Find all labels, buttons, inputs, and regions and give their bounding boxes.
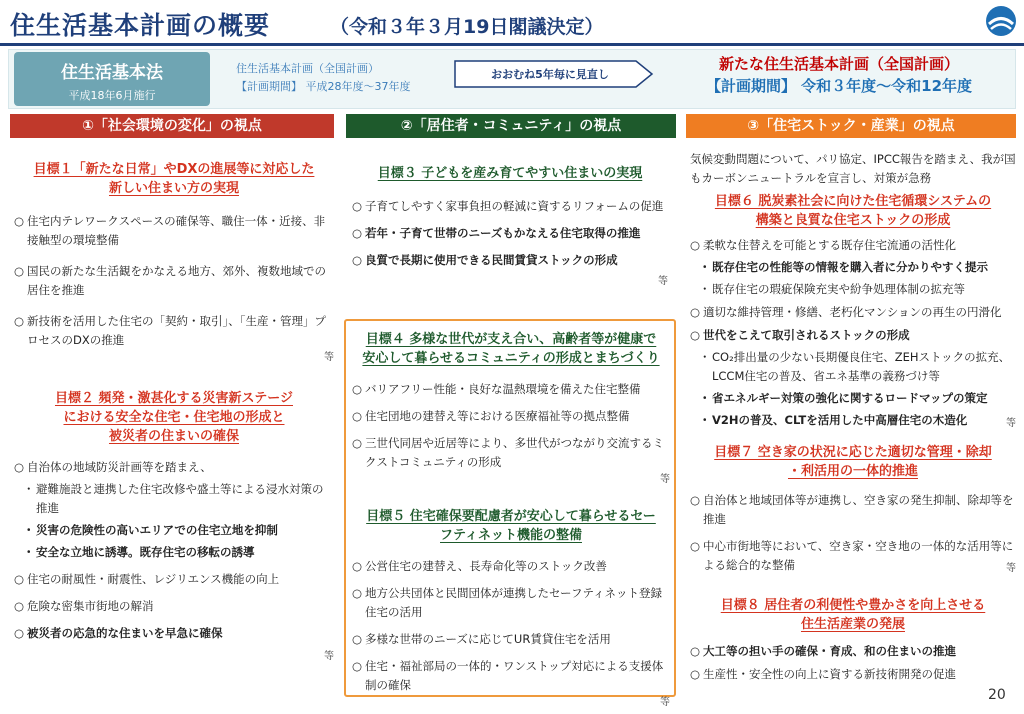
list-item: ○ 新技術を活用した住宅の「契約・取引」、「生産・管理」プロセスのDXの推進 — [14, 314, 326, 347]
list-subitem: ・ 省エネルギー対策の強化に関するロードマップの策定 — [699, 391, 988, 405]
list-item: ○ 柔軟な住替えを可能とする既存住宅流通の活性化 — [690, 238, 956, 252]
list-subitem: ・ 既存住宅の性能等の情報を購入者に分かりやすく提示 — [699, 260, 988, 274]
column-intro: 気候変動問題について、パリ協定、IPCC報告を踏まえ、我が国もカーボンニュートラルを宣言し、対策が急務 — [690, 152, 1016, 185]
goal-4-title — [352, 330, 670, 368]
previous-plan — [236, 60, 446, 96]
goal-8-title-line2: 住生活産業の発展 — [800, 617, 905, 632]
new-plan-period: 【計画期間】 令和３年度～令和12年度 — [705, 77, 973, 95]
list-item: ○ 住宅の耐風性・耐震性、レジリエンス機能の向上 — [14, 572, 280, 586]
goal-5-title-line1: 目標５ 住宅確保要配慮者が安心して暮らせるセー — [366, 509, 656, 524]
previous-plan-name: 住生活基本計画（全国計画） — [236, 62, 379, 75]
etc-label: 等 — [658, 276, 668, 287]
goal-2-title-line3: 被災者の住まいの確保 — [108, 429, 239, 444]
goal-6-title-line1: 目標６ 脱炭素社会に向けた住宅循環システムの — [714, 194, 992, 209]
list-item: ○ 中心市街地等において、空き家・空き地の一体的な活用等による総合的な整備 — [690, 539, 1014, 572]
column-header-stock: ③「住宅ストック・産業」の視点 — [686, 114, 1016, 138]
goal-8-title-line1: 目標８ 居住者の利便性や豊かさを向上させる — [720, 598, 986, 613]
goal-6-title-line2: 構築と良質な住宅ストックの形成 — [755, 213, 951, 228]
list-item: ○ 三世代同居や近居等により、多世代がつながり交流するミクストコミュニティの形成 — [352, 436, 664, 469]
list-item: ○ 適切な維持管理・修繕、老朽化マンションの再生の円滑化 — [690, 305, 1002, 319]
column-residents-top — [352, 164, 668, 291]
list-item: ○ 生産性・安全性の向上に資する新技術開発の促進 — [690, 667, 956, 681]
list-item: ○ 多様な世帯のニーズに応じてUR賃貸住宅を活用 — [352, 632, 611, 646]
list-item: ○ 子育てしやすく家事負担の軽減に資するリフォームの促進 — [352, 199, 664, 213]
goal-4-title-line2: 安心して暮らせるコミュニティの形成とまちづくり — [362, 351, 660, 366]
column-residents-bottom — [352, 330, 670, 712]
list-subitem: ・ 避難施設と連携した住宅改修や盛土等による浸水対策の推進 — [23, 482, 324, 515]
law-box — [14, 52, 210, 106]
column-header-residents: ②「居住者・コミュニティ」の視点 — [346, 114, 676, 138]
list-item: ○ 世代をこえて取引されるストックの形成 — [690, 328, 910, 342]
page-subtitle: （令和３年３月19日閣議決定） — [330, 16, 604, 38]
list-subitem: ・ 安全な立地に誘導。既存住宅の移転の誘導 — [23, 545, 255, 559]
list-item: ○ 良質で長期に使用できる民間賃貸ストックの形成 — [352, 253, 618, 267]
goal-8-title — [690, 596, 1016, 634]
goal-5-title — [352, 507, 670, 545]
list-item: ○ 地方公共団体と民間団体が連携したセーフティネット登録住宅の活用 — [352, 586, 663, 619]
revision-label: おおむね5年毎に見直し — [491, 68, 609, 81]
previous-plan-period: 【計画期間】 平成28年度～37年度 — [236, 80, 411, 93]
etc-label: 等 — [660, 697, 670, 708]
law-title: 住生活基本法 — [61, 63, 163, 83]
list-subitem: ・ 既存住宅の瑕疵保険充実や紛争処理体制の拡充等 — [699, 282, 965, 296]
mlit-logo-icon — [984, 4, 1018, 38]
list-item: ○ 被災者の応急的な住まいを早急に確保 — [14, 626, 223, 640]
list-item: ○ 国民の新たな生活観をかなえる地方、郊外、複数地域での居住を推進 — [14, 264, 326, 297]
goal-1-title-line2: 新しい住まい方の実現 — [108, 181, 239, 196]
goal-7-title — [690, 443, 1016, 481]
column-header-social: ①「社会環境の変化」の視点 — [10, 114, 334, 138]
new-plan-title: 新たな住生活基本計画（全国計画） — [718, 55, 959, 73]
list-item: ○ 公営住宅の建替え、長寿命化等のストック改善 — [352, 559, 607, 573]
goal-7-title-line2: ・利活用の一体的推進 — [787, 464, 918, 479]
page-title: 住生活基本計画の概要 — [10, 11, 271, 40]
column-stock — [690, 150, 1016, 684]
goal-1-title — [14, 160, 334, 198]
list-item: ○ バリアフリー性能・良好な温熱環境を備えた住宅整備 — [352, 382, 641, 396]
goal-3-title: 目標３ 子どもを産み育てやすい住まいの実現 — [377, 166, 643, 181]
list-item: ○ 自治体と地域団体等が連携し、空き家の発生抑制、除却等を推進 — [690, 493, 1014, 526]
new-plan — [664, 53, 1014, 97]
goal-2-title — [14, 389, 334, 446]
list-item: ○ 住宅内テレワークスペースの確保等、職住一体・近接、非接触型の環境整備 — [14, 214, 326, 247]
list-item: ○ 大工等の担い手の確保・育成、和の住まいの推進 — [690, 644, 956, 658]
goal-7-title-line1: 目標７ 空き家の状況に応じた適切な管理・除却 — [714, 445, 992, 460]
list-item: ○ 若年・子育て世帯のニーズもかなえる住宅取得の推進 — [352, 226, 641, 240]
etc-label: 等 — [660, 474, 670, 485]
list-item: ○ 住宅・福祉部局の一体的・ワンストップ対応による支援体制の確保 — [352, 659, 664, 692]
list-subitem: ・ CO₂排出量の少ない長期優良住宅、ZEHストックの拡充、LCCM住宅の普及、省エネ基準の義務づけ等 — [699, 350, 1011, 383]
list-item: ○ 住宅団地の建替え等における医療福祉等の拠点整備 — [352, 409, 630, 423]
page-number: 20 — [988, 687, 1006, 703]
list-item: ○ 自治体の地域防災計画等を踏まえ、 — [14, 460, 212, 474]
goal-2-title-line1: 目標２ 頻発・激甚化する災害新ステージ — [54, 391, 293, 406]
goal-5-title-line2: フティネット機能の整備 — [440, 528, 582, 543]
etc-label: 等 — [324, 352, 334, 363]
etc-label: 等 — [1006, 418, 1016, 429]
etc-label: 等 — [324, 651, 334, 662]
goal-2-title-line2: における安全な住宅・住宅地の形成と — [63, 410, 285, 425]
goal-6-title — [690, 192, 1016, 230]
title-divider — [0, 43, 1024, 46]
etc-label: 等 — [1006, 563, 1016, 574]
goal-4-title-line1: 目標４ 多様な世代が支え合い、高齢者等が健康で — [365, 332, 657, 347]
law-date: 平成18年6月施行 — [68, 89, 156, 102]
list-subitem: ・ V2Hの普及、CLTを活用した中高層住宅の木造化 — [699, 413, 968, 427]
goal-1-title-line1: 目標１「新たな日常」やDXの進展等に対応した — [33, 162, 315, 177]
column-social — [14, 160, 334, 666]
list-item: ○ 危険な密集市街地の解消 — [14, 599, 154, 613]
list-subitem: ・ 災害の危険性の高いエリアでの住宅立地を抑制 — [23, 523, 278, 537]
